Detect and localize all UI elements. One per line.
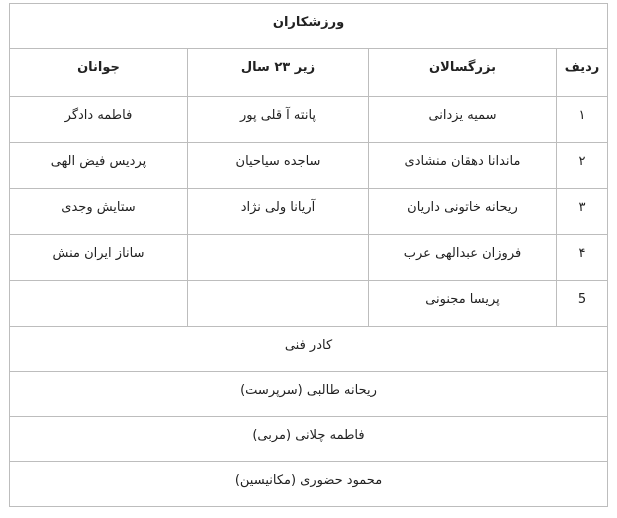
adult-athlete: پریسا مجنونی — [369, 281, 557, 327]
adult-athlete: ریحانه خاتونی داریان — [369, 189, 557, 235]
table-row — [10, 281, 608, 327]
table-row — [10, 189, 608, 235]
staff-row — [10, 372, 608, 417]
youth-athlete: فاطمه دادگر — [10, 97, 188, 143]
table-row — [10, 143, 608, 189]
table-row — [10, 97, 608, 143]
adult-athlete: ماندانا دهقان منشادی — [369, 143, 557, 189]
under23-athlete — [188, 235, 369, 281]
row-index: ۱ — [557, 97, 608, 143]
under23-athlete — [188, 281, 369, 327]
table-title: ورزشکاران — [10, 4, 608, 49]
table-row — [10, 235, 608, 281]
under23-athlete: آریانا ولی نژاد — [188, 189, 369, 235]
row-index: 5 — [557, 281, 608, 327]
header-under23: زیر ۲۳ سال — [188, 49, 369, 97]
staff-title-row — [10, 327, 608, 372]
header-youth: جوانان — [10, 49, 188, 97]
under23-athlete: ساجده سیاحیان — [188, 143, 369, 189]
row-index: ۴ — [557, 235, 608, 281]
youth-athlete: ساناز ایران منش — [10, 235, 188, 281]
staff-row — [10, 462, 608, 507]
staff-member: ریحانه طالبی (سرپرست) — [10, 372, 608, 417]
youth-athlete — [10, 281, 188, 327]
staff-member: فاطمه چلانی (مربی) — [10, 417, 608, 462]
staff-row — [10, 417, 608, 462]
table-title-row — [10, 4, 608, 49]
athletes-table — [9, 3, 608, 507]
youth-athlete: پردیس فیض الهی — [10, 143, 188, 189]
row-index: ۳ — [557, 189, 608, 235]
under23-athlete: پانته آ قلی پور — [188, 97, 369, 143]
header-adults: بزرگسالان — [369, 49, 557, 97]
staff-member: محمود حضوری (مکانیسین) — [10, 462, 608, 507]
staff-title: کادر فنی — [10, 327, 608, 372]
header-index: ردیف — [557, 49, 608, 97]
adult-athlete: سمیه یزدانی — [369, 97, 557, 143]
table-header-row — [10, 49, 608, 97]
adult-athlete: فروزان عبدالهی عرب — [369, 235, 557, 281]
row-index: ۲ — [557, 143, 608, 189]
youth-athlete: ستایش وجدی — [10, 189, 188, 235]
